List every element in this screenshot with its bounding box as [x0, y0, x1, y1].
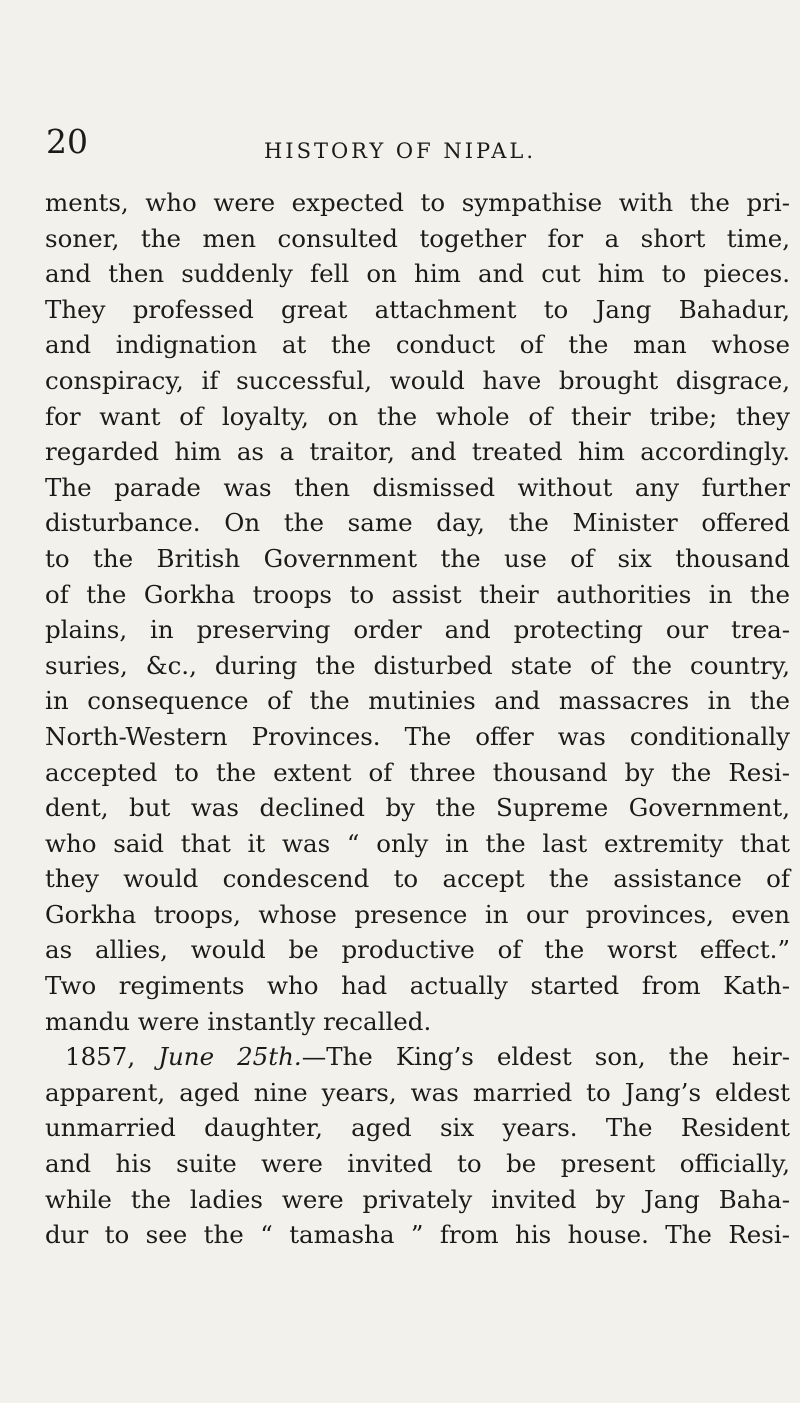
text-line: dent, but was declined by the Supreme Government,	[45, 793, 790, 823]
text-line: plains, in preserving order and protecting our trea-	[45, 615, 790, 645]
text-line: apparent, aged nine years, was married to Jang’s eldest	[45, 1077, 790, 1107]
text-line: North-Western Provinces. The offer was conditionally	[45, 721, 790, 751]
running-head: HISTORY OF NIPAL.	[263, 139, 537, 163]
text-line: Two regiments who had actually started from Kath-	[45, 971, 790, 1001]
text-line: of the Gorkha troops to assist their authorities in the	[45, 579, 790, 609]
text-line: dur to see the “ tamasha ” from his house. The Resi-	[45, 1220, 790, 1250]
text-line: for want of loyalty, on the whole of their tribe; they	[45, 401, 790, 431]
text-line: regarded him as a traitor, and treated him accordingly.	[45, 437, 790, 467]
text-line: they would condescend to accept the assistance of	[45, 864, 790, 894]
text-line: to the British Government the use of six thousand	[45, 543, 790, 573]
text-line: They professed great attachment to Jang Bahadur,	[45, 294, 790, 324]
text-line: mandu were instantly recalled.	[45, 1006, 432, 1036]
text-line: while the ladies were privately invited by Jang Baha-	[45, 1184, 790, 1214]
text-line: Gorkha troops, whose presence in our provinces, even	[45, 899, 790, 929]
text-line: unmarried daughter, aged six years. The Resident	[45, 1113, 790, 1143]
text-line: suries, &c., during the disturbed state of the country,	[45, 650, 790, 680]
text-line: and his suite were invited to be present officially,	[45, 1149, 790, 1179]
text-line: who said that it was “ only in the last extremity that	[45, 828, 790, 858]
text-line: conspiracy, if successful, would have brought disgrace,	[45, 365, 790, 395]
text-span: —The King’s eldest son, the heir-	[301, 1042, 790, 1072]
text-line: as allies, would be productive of the worst effect.”	[45, 935, 790, 965]
text-line: accepted to the extent of three thousand by the Resi-	[45, 757, 790, 787]
page-number: 20	[46, 122, 88, 161]
text-line: disturbance. On the same day, the Minister offered	[45, 508, 790, 538]
text-line: soner, the men consulted together for a short time,	[45, 223, 790, 253]
text-line: and indignation at the conduct of the man whose	[45, 330, 790, 360]
paragraph-start-line	[45, 1039, 790, 1075]
date-year: 1857,	[65, 1042, 136, 1072]
date-day: June 25th.	[158, 1042, 302, 1072]
text-line: ments, who were expected to sympathise with the pri-	[45, 188, 790, 217]
text-line: in consequence of the mutinies and massacres in the	[45, 686, 790, 716]
text-line: and then suddenly fell on him and cut him to pieces.	[45, 259, 790, 289]
body-text	[45, 185, 790, 1253]
text-line: The parade was then dismissed without any further	[45, 472, 790, 502]
